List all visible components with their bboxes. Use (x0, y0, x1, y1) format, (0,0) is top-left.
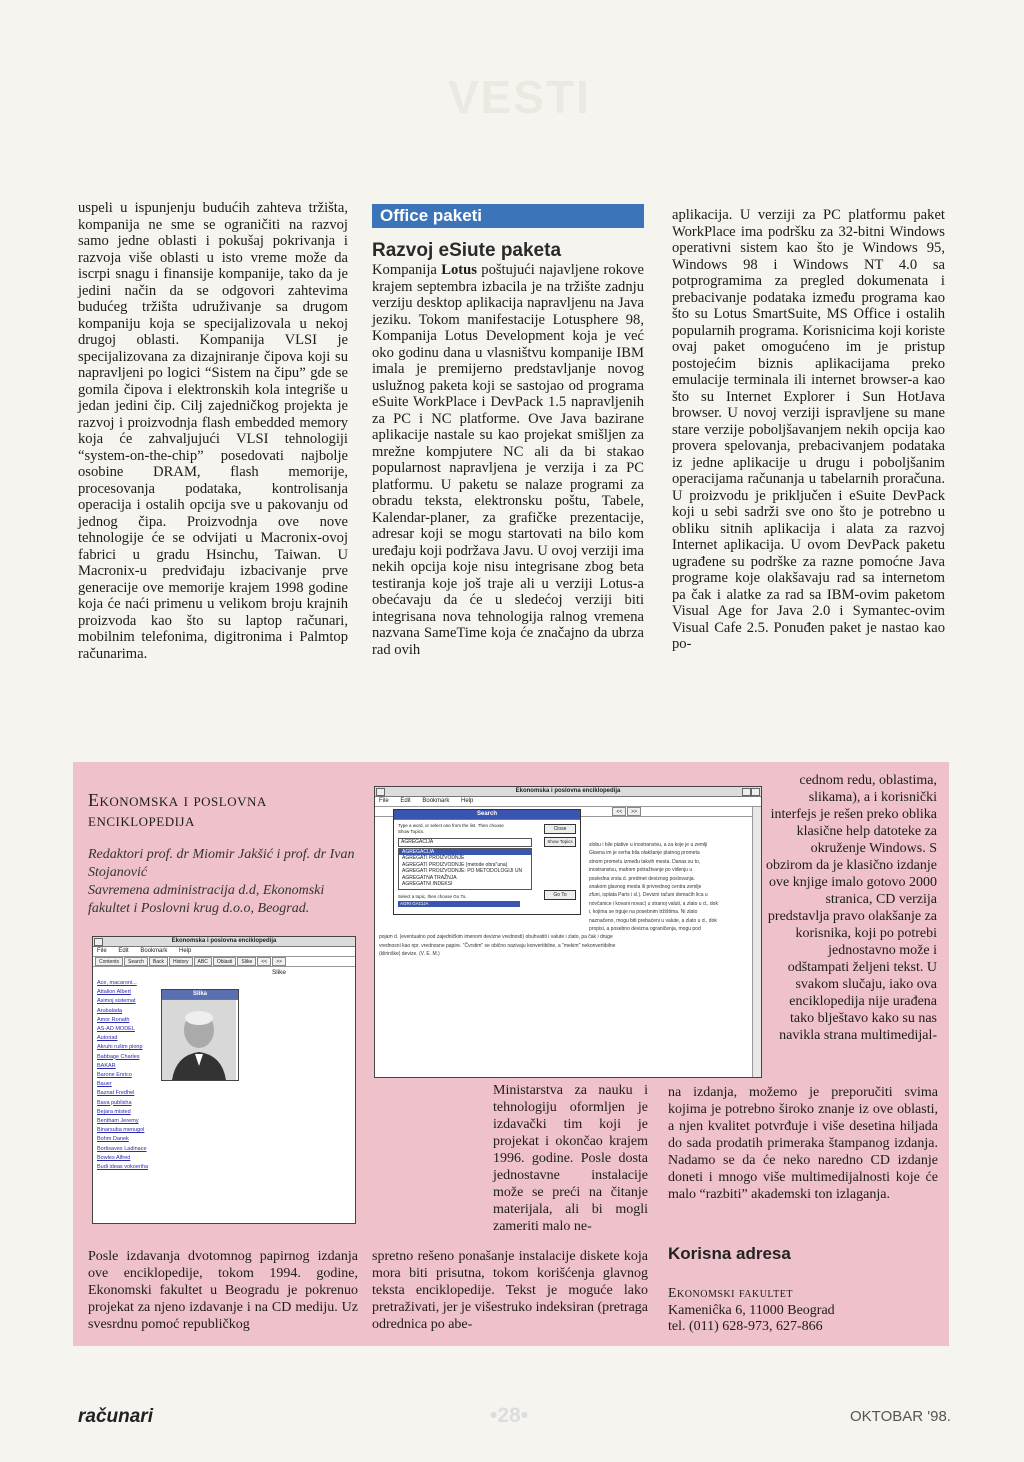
popup-title: Slika (192, 991, 207, 997)
image-link[interactable]: Bowles Alfred (97, 1154, 131, 1161)
search-input[interactable]: AGREGACIJA (398, 838, 532, 847)
article-text-line: snakom glavnog mesta ili privrednog centra zemlje (589, 884, 702, 891)
select-instructions: Select a topic, then choose Go To. (398, 894, 467, 899)
image-link[interactable]: Asimoj sistemat (97, 998, 136, 1005)
topic-list-item[interactable]: AGREGATNA TRAŽNJA (402, 874, 457, 881)
encyclopedia-window-images (92, 936, 356, 1224)
popup-titlebar (162, 990, 238, 1000)
window-titlebar (93, 937, 355, 947)
image-link[interactable]: Bava publisha (97, 1099, 132, 1106)
lotus-bold: Lotus (441, 262, 477, 278)
image-link[interactable]: AS-AD MODEL (97, 1026, 135, 1033)
issue-date: OKTOBAR '98. (850, 1408, 951, 1425)
window-menubar (375, 797, 761, 807)
column-1-text: uspeli u ispunjenju budućih zahteva tržišta, kompanija ne sme se ograničiti na razvoj samo jedne oblasti i pokušaj pokrivanja i razvoja više oblasti u isto vreme može da iscrpi snagu i finansije kompanije, tako da je jedini način da se odgovori zahtevima budućeg tržišta udruživanje sa drugom kompaniju koja se specijalizovala u nekoj drugoj oblasti. Kompanija VLSI je specijalizovana za dizajniranje čipova koji su napravljeni po logici “Sistem na čipu” gde se gomila čipova i elektronskih kola integriše u jedan jedini čip. Cilj zajedničkog projekta je razvoj i proizvodnja flash embedded memory koja će zahvaljujući VLSI tehnologiji “system-on-the-chip” posedovati najbolje osobine DRAM, flash memorije, procesovanja podataka, kontrolisanja operacija i ostalih opcija sve u pakovanju od jednog čipa. Proizvodnja ove nove tehnologije će se odvijati u Macronix-ovoj fabrici u gradu Hsinchu, Taiwan. U Macronix-u predviđaju izbacivanje prve generacije ove memorije krajem 1998 godine koja će naći primenu u velikom broju krajnih proizvoda kao što su laptop računari, mobilnim telefonima, digitronima i Palmtop računarima. (78, 200, 348, 662)
btn-next[interactable]: >> (627, 807, 641, 816)
section-label: Office paketi (372, 204, 644, 228)
image-link[interactable]: Binarsuba menugol (97, 1127, 145, 1134)
search-dialog (393, 809, 581, 915)
topic-list-item[interactable]: AGREGATI PROIZVODNJE (402, 855, 465, 862)
portrait-image (162, 1000, 236, 1080)
encyclopedia-text-bottom-left: Posle izdavanja dvotomnog papirnog izdanja ove enciklopedije, tokom 1994. godine, Ekonomski fakultet u Beogradu je pokrenuo projekat za njeno izdavanje i na CD mediju. Uz svesrdnu pomoć republičkog (88, 1249, 358, 1332)
btn-back[interactable]: Back (149, 957, 168, 966)
window-system-icon[interactable] (376, 788, 385, 796)
close-button[interactable]: Close (544, 824, 576, 834)
image-link[interactable]: Baznat Fredhel (97, 1090, 135, 1097)
article-text-line: inostranstvu, mahom potraživanje po viđenju u (589, 867, 693, 874)
menu-file[interactable]: File (379, 798, 389, 804)
article-title: Razvoj eSiute paketa (372, 240, 562, 261)
btn-oblasti[interactable]: Oblasti (213, 957, 237, 966)
topic-list-item[interactable]: AGREGATI PROIZVODNJE: PO METODOLOGIJI UN (402, 868, 523, 875)
menu-bookmark[interactable]: Bookmark (422, 798, 450, 804)
window-title: Ekonomska i poslovna enciklopedija (171, 938, 277, 944)
image-link[interactable]: BAKAR (97, 1062, 116, 1069)
vertical-scrollbar[interactable] (752, 807, 761, 1077)
encyclopedia-title: Ekonomska i poslovna enciklopedija (88, 790, 267, 830)
image-link[interactable]: Amor Ronath (97, 1016, 130, 1023)
page-number: •28• (490, 1404, 529, 1427)
btn-prev[interactable]: << (257, 957, 271, 966)
menu-edit[interactable]: Edit (400, 798, 411, 804)
btn-search[interactable]: Search (124, 957, 148, 966)
minimize-icon[interactable] (742, 788, 751, 796)
encyclopedia-text-middle: Ministarstva za nauku i tehnologiju oformljen je izdavački tim koji je projekat i okončao krajem 1996. godine. Posle dosta jednostavne instalacije može se preći na čitanje materijala, ali bi mogli zameriti malo ne- (493, 1083, 648, 1234)
image-link[interactable]: Budi ideas vokoeriha (97, 1164, 149, 1171)
column-3-text: aplikacija. U verziji za PC platformu paket WorkPlace ima podršku za 32-bitni Windows operativni sistem kao što je Windows 95, Windows 98 i Windows NT 4.0 sa potprogramima za pregled dokumenata i prebacivanje podataka između programa kao što su Lotus SmartSuite, MS Office i ostalih popularnih programa. Korisnicima koji koriste ovaj paket omogućeno im je pristup postojećim biznis aplikacijama preko emulacije terminala ili internet browser-a kao što su Internet Explorer i Sun HotJava browser. U novoj verziji ispravljene su mane stare verzije poboljšavanjem nekih opcija kao provera spelovanja, prebacivanjem podataka iz jedne aplikacije u drugu i poboljšanim operacijama računanja u tabelarnih proračuna. U proizvodu je priključen i eSuite DevPack koji u sebi sadrži sve ono što je potrebno u obliku sitnih aplikacija i alata za razvoj Internet aplikacija. U ovom DevPack paketu ugrađene su podrške za razne pomoćne Java programe koje olakšavaju rad sa internetom pa čak i alatke za rad sa IBM-ovim paketom Visual Age for Java 2.0 i Symantec-ovim Visual Cafe 2.5. Ponuđen paket je nastao kao po- (672, 207, 945, 652)
article-text-line: naznačeno, mogu biti prebaćeni u valute, a zlato u d., dok (589, 917, 717, 924)
article-text-line: novčanice i kovani novac) u stranoj valuti, a zlato u d., dok (589, 900, 718, 907)
article-text-line: Glavna im je svrha bila olakšanje platnog prometa (589, 850, 700, 857)
article-text-line: (klirinške) devize. (V. E. M.) (379, 951, 440, 958)
topic-list-item[interactable]: AGREGACIJA (399, 849, 531, 855)
editors-line: Redaktori prof. dr Miomir Jakšić i prof. dr Ivan Stojanović (88, 847, 355, 880)
useful-address (668, 1286, 835, 1336)
btn-abc[interactable]: ABC (194, 957, 212, 966)
window-titlebar (375, 787, 761, 797)
menu-file[interactable]: File (97, 948, 107, 954)
maximize-icon[interactable] (751, 788, 760, 796)
col2-pre: Kompanija (372, 262, 442, 278)
article-text-line: pojam d. (eventualno pod zajedničkim imenom devizne vrednosti) obuhvatiti i valute i zlato, pa čak i druge (379, 934, 613, 941)
content-heading: Slike (271, 969, 287, 976)
image-link[interactable]: Akruhi rušim pionp (97, 1044, 143, 1051)
image-link[interactable]: Bortisaves Ladinace (97, 1145, 147, 1152)
menu-bookmark[interactable]: Bookmark (140, 948, 168, 954)
btn-prev[interactable]: << (612, 807, 626, 816)
topic-list-item[interactable]: AGREGATNI INDEKSI (402, 881, 453, 888)
selected-topic[interactable]: AGRI GACIJA (398, 901, 520, 907)
portrait-popup (161, 989, 239, 1081)
article-text-line: posledna vrsta d. predmet deviznog poslovanja. (589, 875, 695, 882)
btn-history[interactable]: History (169, 957, 193, 966)
image-link[interactable]: Bauer (97, 1081, 112, 1088)
useful-address-heading: Korisna adresa (668, 1244, 791, 1263)
image-link[interactable]: Babbage Charles (97, 1053, 140, 1060)
section-watermark: VESTI (448, 71, 591, 123)
btn-slike[interactable]: Slike (237, 957, 256, 966)
topic-listbox[interactable] (398, 848, 532, 890)
image-link[interactable]: Arubalada (97, 1007, 123, 1014)
encyclopedia-text-bottom-middle: spretno rešeno ponašanje instalacije diskete koja mora biti prisutna, tokom korišćenja glavnog teksta enciklopedije. Tekst je moguće lako pretraživati, jer je višestruko indeksiran (pretraga odrednica po abe- (372, 1249, 648, 1332)
topic-list-item[interactable]: AGREGATI PROIZVODNJE (metode obra"una) (402, 861, 508, 868)
encyclopedia-editors (88, 846, 358, 918)
window-button-bar (93, 957, 355, 967)
image-link[interactable]: Ace, macaroni... (97, 980, 137, 986)
article-text-line: stnom prometu između takvih mesta. Danas su to, (589, 858, 701, 865)
address-line-1: Ekonomski fakultet (668, 1286, 793, 1301)
menu-help[interactable]: Help (461, 798, 474, 804)
encyclopedia-window-search (374, 786, 762, 1078)
show-topics-button[interactable]: Show Topics (544, 837, 576, 847)
image-link[interactable]: Bohm Danek (97, 1136, 129, 1143)
address-line-3: tel. (011) 628-973, 627-866 (668, 1319, 823, 1334)
btn-contents[interactable]: Contents (95, 957, 123, 966)
window-title: Ekonomska i poslovna enciklopedija (515, 788, 621, 794)
menu-help[interactable]: Help (179, 948, 192, 954)
address-line-2: Kameniĉka 6, 11000 Beograd (668, 1302, 835, 1318)
image-link[interactable]: Autoriad (97, 1035, 118, 1042)
window-system-icon[interactable] (94, 938, 103, 946)
dialog-title: Search (476, 811, 497, 817)
article-text-line: zfuni, isplata Paris i sl.). Devizni računi domaćih lica u (589, 892, 708, 899)
window-menubar (93, 947, 355, 957)
image-link[interactable]: Barone Enrico (97, 1072, 132, 1079)
article-text-line: i, kojima se trguje na posebnim tržištima. Ni zlato (589, 909, 698, 916)
go-to-button[interactable]: Go To (544, 890, 576, 900)
col2-post: poštujući najavljene rokove krajem septembra izbacila je na tržište zadnju verziju desktop aplikacija napravljenu na Java jeziku. Tokom manifestacije Lotusphere 98, Kompanija Lotus Development koja je već oko godinu dana u vlasništvu kompanije IBM imala je premijerno predstavljanje novog uslužnog paketa koji se sastojao od programa eSuite WorkPlace i DevPack 1.5 napravljenih za PC i NC platforme. Ove Java bazirane aplikacije nastale su kao projekat smišljen za mrežne kompjutere NC ali da bi stakao popularnost napravljena je verzija i za PC platformu. U paketu se nalaze programi za obradu teksta, elektronsku poštu, Tabele, Kalendar-planer, za grafičke prezentacije, adresar koji se mogu startovati na bilo kom uređaju koji podržava Javu. U ovoj verziji ima nekih opcija koje nisu integrisane zbog beta testiranja koje još traje ali u verziji Lotus-a obećavaju da će u sledećoj verziji biti integrisana nova tehnologija ralnog vremena nazvana SameTime koja će značajno da ubrza rad ovih (372, 262, 644, 658)
article-text-line: vrednosni kao npr. vrednosne papire. "Čvrstim" se obično nazivaju konvertibilne, a "mekim" nekonvertibilne (379, 942, 616, 949)
encyclopedia-text-top-right: cednom redu, oblastima, slikama), a i korisnički interfejs je rešen preko oblika klasične help datoteke za okruženje Windows. S obzirom da je klasično izdanje ove knjige imalo gotovo 2000 stranica, CD verzija predstavlja pravo olakšanje za korisnika, koji po potrebi jednostavno može i odštampati željeni tekst. U svakom slučaju, iako ova enciklopedija nije urađena tako blještavo kako su nas navikla strana multimedijal- (765, 773, 937, 1043)
menu-edit[interactable]: Edit (118, 948, 129, 954)
search-instructions: Type a word, or select one from the list. Then choose Show Topics. (398, 823, 504, 834)
image-link[interactable]: Attalion Albert (97, 989, 131, 996)
magazine-name: računari (78, 1406, 153, 1427)
image-link[interactable]: Bejara misted (97, 1108, 131, 1115)
btn-next[interactable]: >> (272, 957, 286, 966)
dialog-titlebar (394, 810, 580, 820)
article-text-line: propisi, a posebno devizna ograničenja, mogu pod (589, 926, 701, 933)
encyclopedia-text-right: na izdanja, možemo je preporučiti svima kojima je potrebno široko znanje iz ove oblasti, a njen kvalitet potvrđuje i više desetina hiljada do sada prodatih primeraka štampanog izdanja. Nadamo se da će neko naredno CD izdanje doneti i mnogo više multimedijalnosti koje će malo “razbiti” akademski ton izlaganja. (668, 1085, 938, 1202)
article-text-line: slobu i bile plative u inostranstvu, a za koje je u zemlji (589, 842, 708, 848)
publisher-line: Savremena administracija d.d, Ekonomski fakultet i Poslovni krug d.o.o, Beograd. (88, 883, 325, 916)
image-link[interactable]: Bentham Jeremy (97, 1118, 139, 1125)
column-2-text (372, 262, 644, 658)
